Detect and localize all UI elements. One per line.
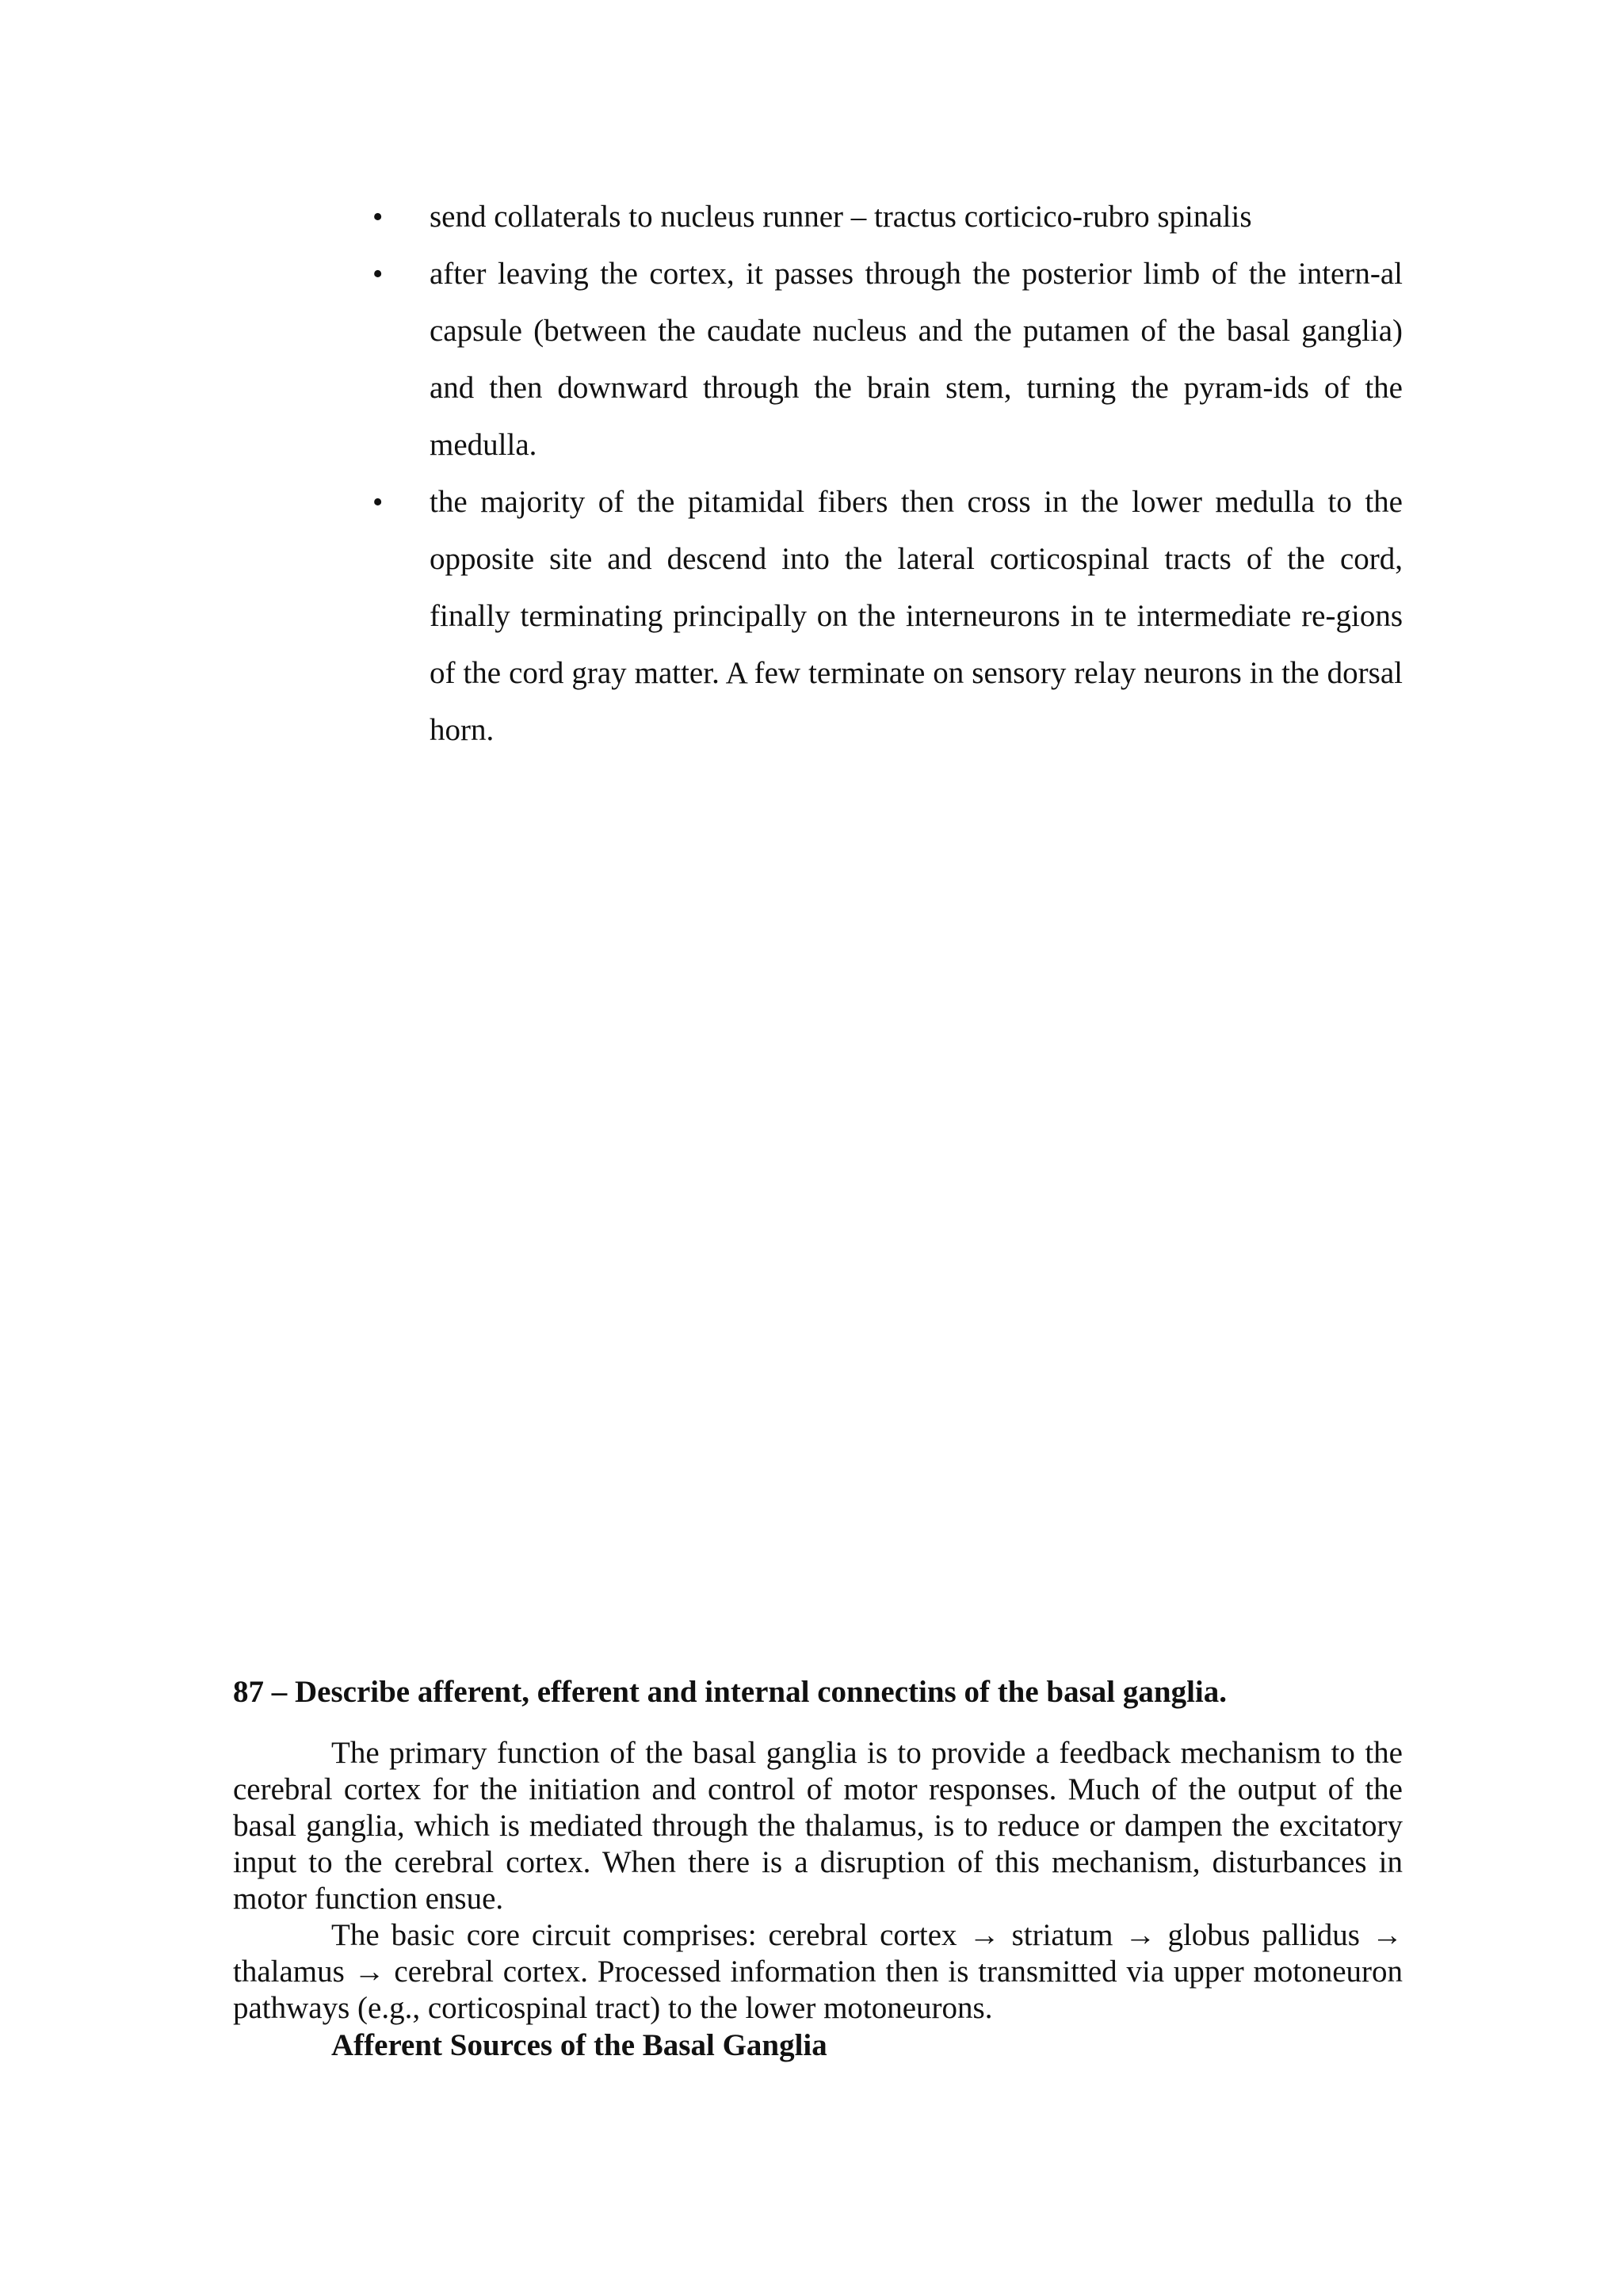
bullet-text: send collaterals to nucleus runner – tractus corticico-rubro spinalis xyxy=(430,200,1252,234)
bullet-list xyxy=(372,189,1403,759)
list-item xyxy=(372,474,1403,759)
bullet-icon: • xyxy=(372,200,384,234)
bullet-icon: • xyxy=(372,257,384,291)
section-subheading: Afferent Sources of the Basal Ganglia xyxy=(331,2028,827,2062)
bullet-text: the majority of the pitamidal fibers then cross in the lower medulla to the opposite site and descend into the lateral corticospinal tracts of the cord, finally terminating principally on the interneurons in te intermediate re-gions of the cord gray matter. A few terminate on sensory relay neurons in the dorsal horn. xyxy=(430,485,1403,747)
question-heading: 87 – Describe afferent, efferent and internal connectins of the basal ganglia. xyxy=(233,1675,1227,1709)
list-item xyxy=(372,189,1403,246)
question-section xyxy=(233,1673,1403,2065)
paragraph: The basic core circuit comprises: cerebral cortex → striatum → globus pallidus → thalamus → cerebral cortex. Processed information then is transmitted via upper motoneuron pathways (e.g., corticospinal tract) to the lower motoneurons. xyxy=(233,1918,1403,2025)
bullet-icon: • xyxy=(372,486,384,519)
paragraph: The primary function of the basal ganglia is to provide a feedback mechanism to the cerebral cortex for the initiation and control of motor responses. Much of the output of the basal ganglia, which is mediated through the thalamus, is to reduce or dampen the excitatory input to the cerebral cortex. When there is a disruption of this mechanism, disturbances in motor function ensue. xyxy=(233,1736,1403,1916)
bullet-text: after leaving the cortex, it passes through the posterior limb of the intern-al capsule (between the caudate nucleus and the putamen of the basal ganglia) and then downward through the brain stem, turning the pyram-ids of the medulla. xyxy=(430,257,1403,462)
list-item xyxy=(372,246,1403,474)
